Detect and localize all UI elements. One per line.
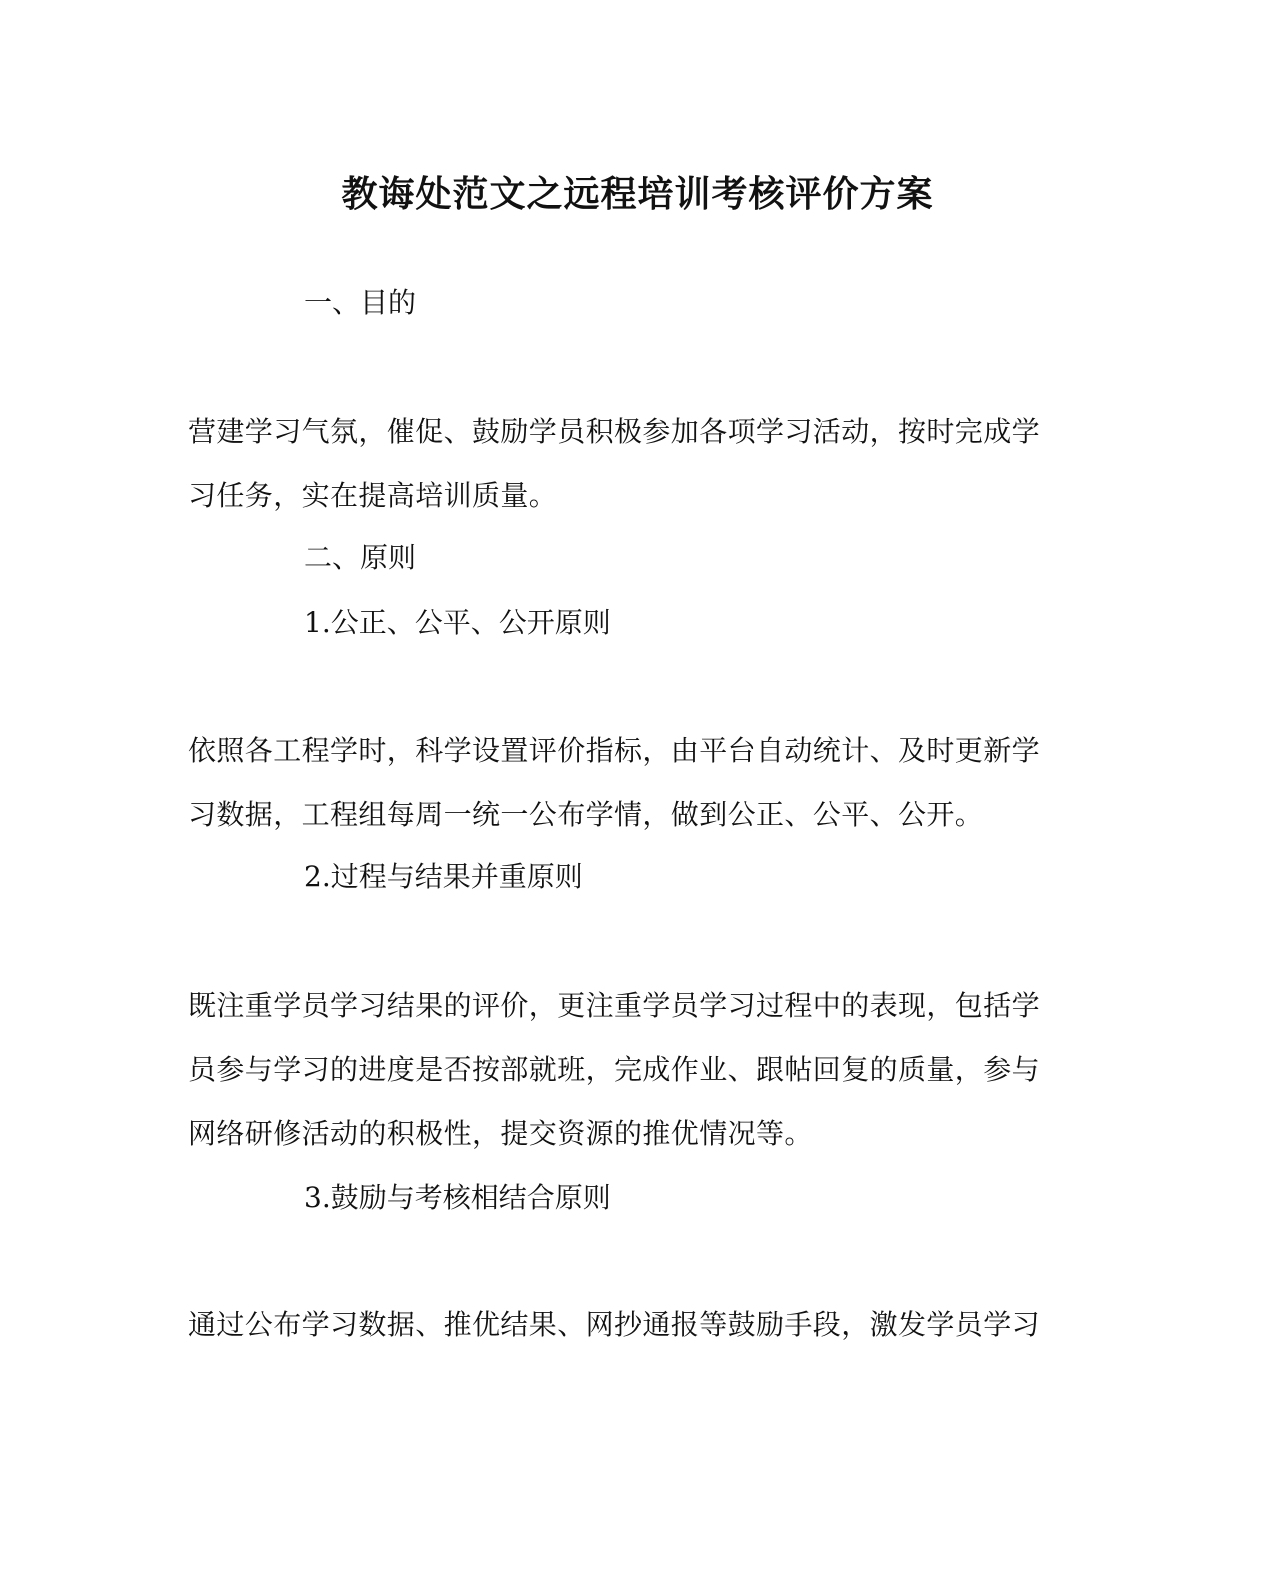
paragraph-encouragement (188, 1293, 1050, 1357)
paragraph-line: 既注重学员学习结果的评价，更注重学员学习过程中的表现，包括学 (188, 989, 1041, 1022)
paragraph-line: 网络研修活动的积极性，提交资源的推优情况等。 (188, 1117, 813, 1150)
section-heading-purpose: 一、目的 (304, 286, 417, 319)
section-heading-principles: 二、原则 (304, 541, 417, 574)
paragraph-line: 依照各工程学时，科学设置评价指标，由平台自动统计、及时更新学 (188, 734, 1041, 767)
paragraph-line: 员参与学习的进度是否按部就班，完成作业、跟帖回复的质量，参与 (188, 1053, 1041, 1086)
subheading-process-result: 2.过程与结果并重原则 (304, 860, 583, 893)
paragraph-fairness (188, 719, 1050, 847)
paragraph-line: 营建学习气氛，催促、鼓励学员积极参加各项学习活动，按时完成学 (188, 415, 1041, 448)
document-title: 教诲处范文之远程培训考核评价方案 (341, 173, 934, 215)
paragraph-purpose (188, 400, 1050, 528)
paragraph-line: 通过公布学习数据、推优结果、网抄通报等鼓励手段，激发学员学习 (188, 1308, 1041, 1341)
paragraph-line: 习数据，工程组每周一统一公布学情，做到公正、公平、公开。 (188, 798, 984, 831)
subheading-encouragement: 3.鼓励与考核相结合原则 (304, 1181, 611, 1214)
paragraph-process-result (188, 974, 1050, 1166)
subheading-fairness: 1.公正、公平、公开原则 (304, 606, 611, 639)
paragraph-line: 习任务，实在提高培训质量。 (188, 479, 558, 512)
